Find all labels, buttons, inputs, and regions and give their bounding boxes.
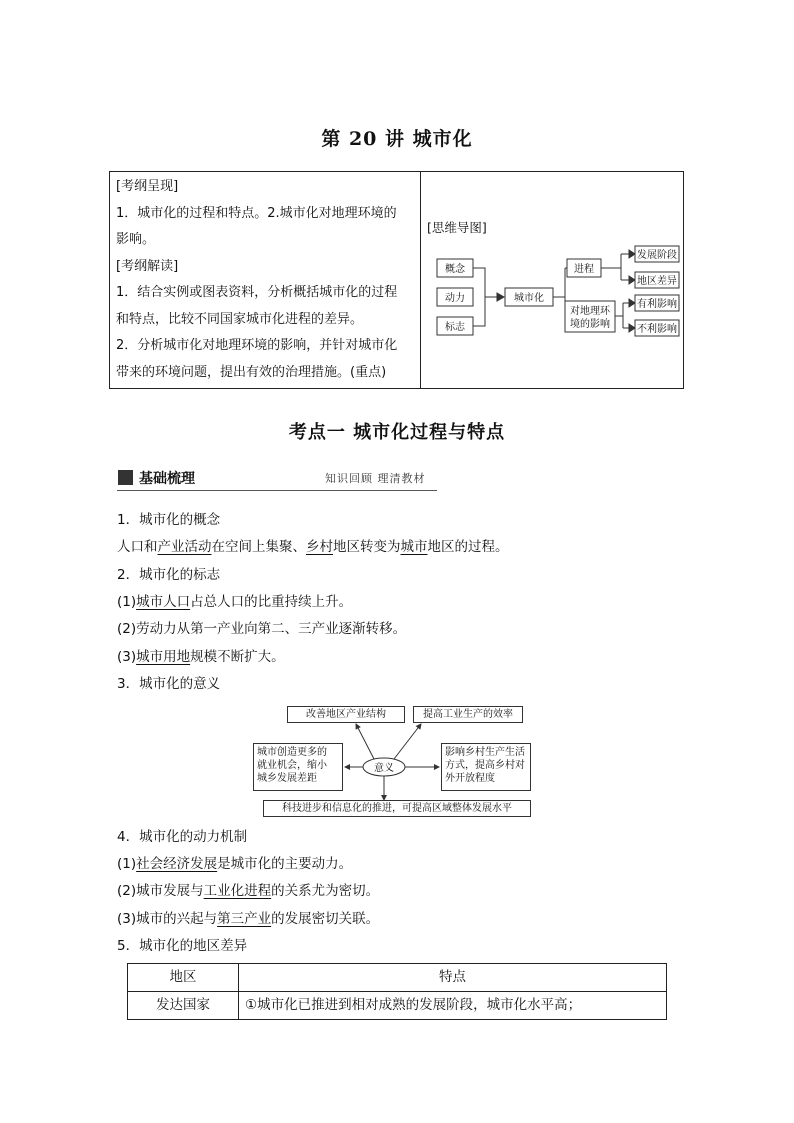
box-line: 城市创造更多的: [257, 747, 327, 758]
box-line: 方式，提高乡村对: [445, 760, 525, 771]
interpretation-heading: [考纲解读]: [116, 258, 179, 274]
divider: [117, 490, 437, 491]
driving-item: [117, 882, 379, 900]
arrow: [394, 724, 421, 759]
row-region: 发达国家: [128, 992, 239, 1019]
industry-structure-box: 改善地区产业结构: [287, 706, 405, 723]
sign-item: [117, 593, 352, 611]
tech-progress-box: 科技进步和信息化的推进，可提高区域整体发展水平: [263, 800, 531, 817]
connector: [473, 268, 497, 326]
driving-item: [117, 855, 352, 873]
section-band: [117, 464, 437, 492]
underlined-term: 城市: [400, 539, 428, 555]
page-title: 第 20 讲 城市化: [321, 128, 473, 150]
box-line: 城乡发展差距: [257, 773, 317, 784]
underlined-term: 社会经济发展: [136, 856, 218, 872]
heading-significance: 3．城市化的意义: [117, 676, 221, 692]
industrial-efficiency-box: 提高工业生产的效率: [413, 706, 523, 723]
text: (1): [117, 856, 137, 872]
concept-label: 概念: [445, 264, 465, 275]
row-feature: [239, 992, 666, 1019]
text: 人口和: [117, 539, 158, 555]
text: 地区转变为: [333, 539, 401, 555]
connector: [615, 303, 629, 328]
syllabus-line: 影响。: [116, 232, 156, 247]
syllabus-text: [110, 172, 421, 388]
region-diff-label: 地区差异: [637, 276, 677, 287]
interpretation-line: 带来的环境问题，提出有效的治理措施。(重点): [116, 364, 387, 380]
significance-diagram: [253, 704, 531, 818]
text: 是城市化的主要动力。: [217, 856, 353, 872]
text: (3): [117, 649, 137, 665]
header-region: 地区: [128, 964, 239, 991]
mind-map-label: [思维导图]: [427, 220, 487, 235]
text: 的发展密切关联。: [271, 911, 380, 927]
arrow-head: [629, 250, 635, 258]
connector: [601, 254, 629, 280]
header-feature: 特点: [439, 969, 466, 985]
box-line: 外开放程度: [445, 773, 495, 784]
underlined-term: 工业化进程: [203, 883, 272, 899]
arrow-head: [629, 299, 635, 307]
arrow: [356, 724, 374, 759]
stage-label: 发展阶段: [637, 250, 677, 261]
text: (1): [117, 594, 137, 610]
band-title: 基础梳理: [139, 471, 195, 487]
text: 地区的过程。: [427, 539, 509, 555]
heading-concept: 1．城市化的概念: [117, 512, 221, 528]
syllabus-line: 1．城市化的过程和特点。2.城市化对地理环境的: [116, 205, 397, 221]
mind-map: [421, 172, 683, 388]
sign-label: 标志: [445, 322, 465, 333]
heading-driving-force: 4．城市化的动力机制: [117, 829, 248, 845]
arrow-head: [629, 276, 635, 284]
text: 规模不断扩大。: [190, 649, 285, 665]
underlined-term: 城市人口: [136, 594, 191, 610]
process-label: 进程: [574, 264, 594, 275]
arrow-head: [497, 293, 504, 301]
rural-impact-box: [441, 743, 531, 791]
underlined-term: 第三产业: [217, 911, 272, 927]
syllabus-table: [109, 171, 684, 389]
sign-item: (2)劳动力从第一产业向第二、三产业逐渐转移。: [117, 621, 407, 637]
negative-label: 不利影响: [637, 324, 677, 335]
regional-difference-table: [127, 963, 667, 1020]
mind-map-diagram: [421, 172, 683, 388]
square-icon: [118, 470, 133, 485]
feature-text: ①城市化已推进到相对成熟的发展阶段，城市化水平高；: [245, 997, 582, 1013]
employment-box: [253, 743, 343, 791]
heading-signs: 2．城市化的标志: [117, 567, 221, 583]
text: 的关系尤为密切。: [271, 883, 380, 899]
impact-label: 对地理环: [570, 306, 610, 317]
underlined-term: 产业活动: [157, 539, 212, 555]
positive-label: 有利影响: [637, 299, 677, 310]
center-label: 意义: [374, 763, 394, 774]
underlined-term: 城市用地: [136, 649, 191, 665]
box-line: 就业机会，缩小: [257, 760, 327, 771]
syllabus-heading: [考纲呈现]: [116, 179, 179, 194]
force-label: 动力: [445, 293, 465, 304]
table-header-row: [128, 964, 666, 992]
text: (3)城市的兴起与: [117, 911, 218, 927]
text: 在空间上集聚、: [211, 539, 306, 555]
interpretation-line: 和特点，比较不同国家城市化进程的差异。: [116, 311, 364, 327]
text: (2)城市发展与: [117, 883, 204, 899]
interpretation-line: 2．分析城市化对地理环境的影响，并针对城市化: [116, 338, 398, 353]
heading-regional-difference: 5．城市化的地区差异: [117, 938, 248, 954]
arrow-head: [629, 324, 635, 332]
underlined-term: 乡村: [306, 539, 333, 555]
box-line: 影响乡村生产生活: [445, 747, 525, 758]
section-title: 考点一 城市化过程与特点: [288, 422, 506, 443]
driving-item: [117, 910, 379, 928]
sign-item: [117, 648, 285, 666]
impact-label: 境的影响: [570, 319, 610, 330]
center-label: 城市化: [514, 293, 544, 304]
band-subtitle: 知识回顾 理清教材: [325, 472, 426, 485]
concept-paragraph: [117, 538, 509, 556]
table-row: [128, 992, 666, 1019]
text: 占总人口的比重持续上升。: [190, 594, 353, 610]
interpretation-line: 1．结合实例或图表资料，分析概括城市化的过程: [116, 285, 398, 300]
